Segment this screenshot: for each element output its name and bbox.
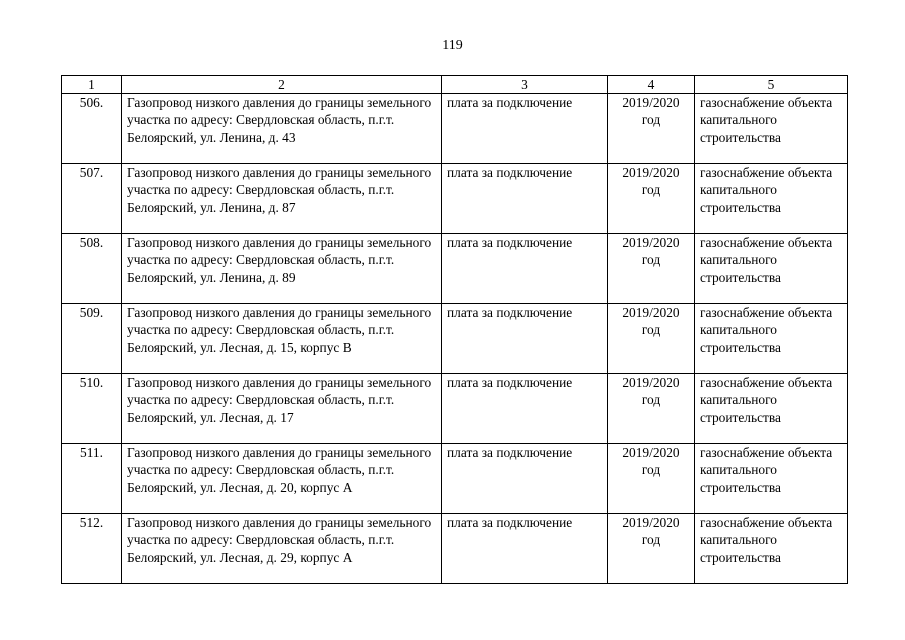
object-description: Газопровод низкого давления до границы земельного участка по адресу: Свердловская область, п.г.т. Белоярский, ул. Ленина, д. 89 [122, 234, 442, 304]
row-number: 509. [62, 304, 122, 374]
table-row [62, 514, 848, 584]
table-row [62, 94, 848, 164]
basis-cell: плата за подключение [442, 164, 608, 234]
object-description: Газопровод низкого давления до границы земельного участка по адресу: Свердловская область, п.г.т. Белоярский, ул. Лесная, д. 20, корпус А [122, 444, 442, 514]
object-description: Газопровод низкого давления до границы земельного участка по адресу: Свердловская область, п.г.т. Белоярский, ул. Лесная, д. 17 [122, 374, 442, 444]
row-number: 506. [62, 94, 122, 164]
basis-cell: плата за подключение [442, 234, 608, 304]
object-description: Газопровод низкого давления до границы земельного участка по адресу: Свердловская область, п.г.т. Белоярский, ул. Лесная, д. 29, корпус А [122, 514, 442, 584]
column-header-1: 1 [62, 76, 122, 94]
column-header-4: 4 [608, 76, 695, 94]
period-cell: 2019/2020 год [608, 444, 695, 514]
purpose-cell: газоснабжение объекта капитального строительства [695, 94, 848, 164]
row-number: 507. [62, 164, 122, 234]
basis-cell: плата за подключение [442, 444, 608, 514]
period-cell: 2019/2020 год [608, 374, 695, 444]
purpose-cell: газоснабжение объекта капитального строительства [695, 164, 848, 234]
period-cell: 2019/2020 год [608, 164, 695, 234]
object-description: Газопровод низкого давления до границы земельного участка по адресу: Свердловская область, п.г.т. Белоярский, ул. Лесная, д. 15, корпус В [122, 304, 442, 374]
purpose-cell: газоснабжение объекта капитального строительства [695, 514, 848, 584]
row-number: 510. [62, 374, 122, 444]
purpose-cell: газоснабжение объекта капитального строительства [695, 304, 848, 374]
header-row [62, 76, 848, 94]
basis-cell: плата за подключение [442, 514, 608, 584]
period-cell: 2019/2020 год [608, 234, 695, 304]
period-cell: 2019/2020 год [608, 514, 695, 584]
object-description: Газопровод низкого давления до границы земельного участка по адресу: Свердловская область, п.г.т. Белоярский, ул. Ленина, д. 43 [122, 94, 442, 164]
table-row [62, 164, 848, 234]
row-number: 508. [62, 234, 122, 304]
table-row [62, 374, 848, 444]
basis-cell: плата за подключение [442, 94, 608, 164]
table-row [62, 444, 848, 514]
page-number: 119 [442, 38, 463, 53]
row-number: 511. [62, 444, 122, 514]
period-cell: 2019/2020 год [608, 304, 695, 374]
data-table [61, 75, 848, 584]
basis-cell: плата за подключение [442, 304, 608, 374]
table-row [62, 304, 848, 374]
column-header-2: 2 [122, 76, 442, 94]
column-header-3: 3 [442, 76, 608, 94]
purpose-cell: газоснабжение объекта капитального строительства [695, 234, 848, 304]
object-description: Газопровод низкого давления до границы земельного участка по адресу: Свердловская область, п.г.т. Белоярский, ул. Ленина, д. 87 [122, 164, 442, 234]
row-number: 512. [62, 514, 122, 584]
column-header-5: 5 [695, 76, 848, 94]
purpose-cell: газоснабжение объекта капитального строительства [695, 374, 848, 444]
basis-cell: плата за подключение [442, 374, 608, 444]
table-row [62, 234, 848, 304]
purpose-cell: газоснабжение объекта капитального строительства [695, 444, 848, 514]
period-cell: 2019/2020 год [608, 94, 695, 164]
